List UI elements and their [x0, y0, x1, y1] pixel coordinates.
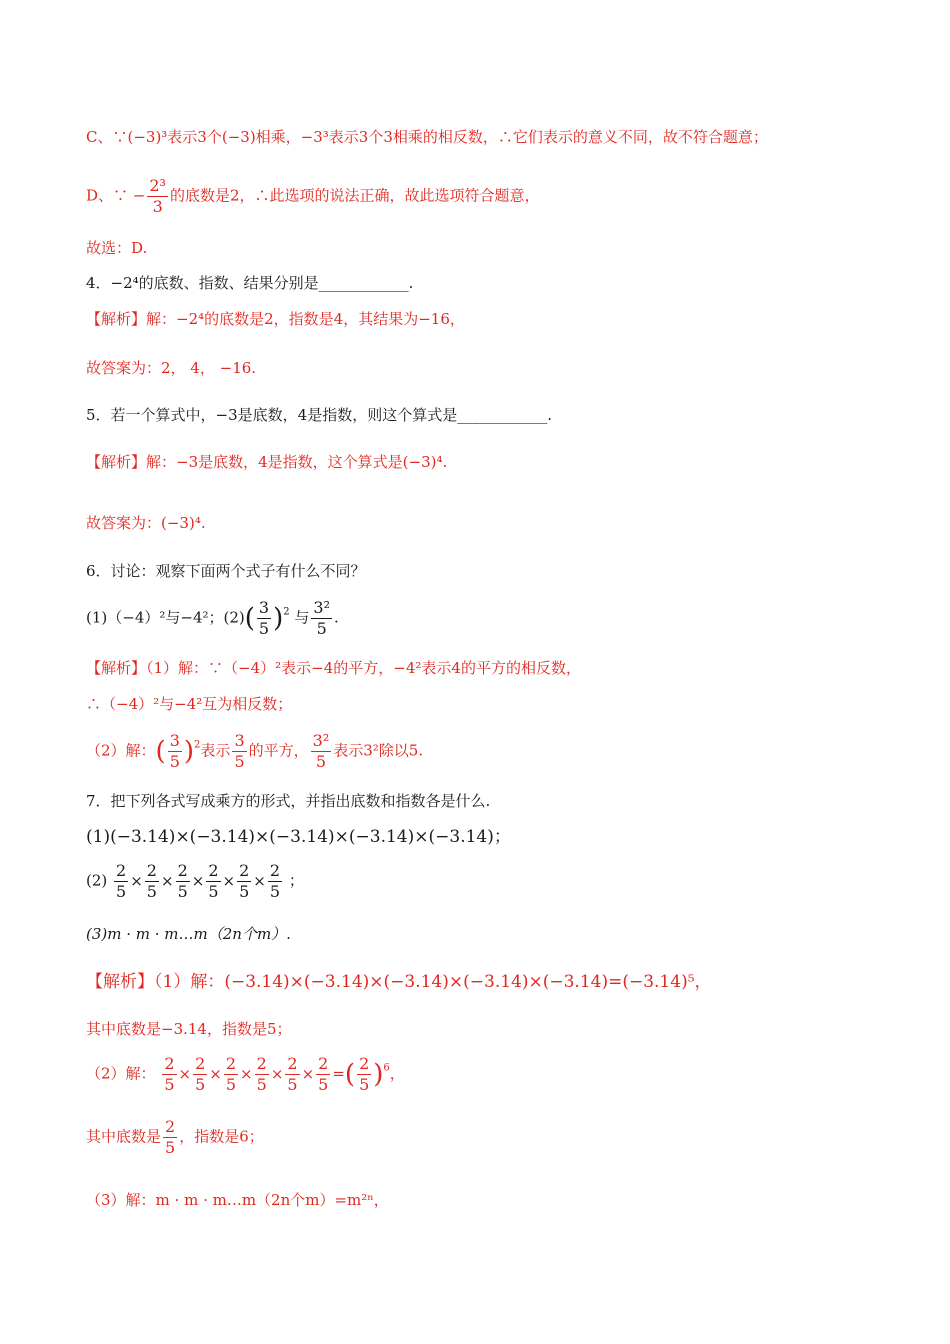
fraction-two-fifths: [163, 1119, 177, 1156]
question-7-part-1: (1)(−3.14)×(−3.14)×(−3.14)×(−3.14)×(−3.14)；: [86, 827, 511, 847]
fraction-numerator: 2: [195, 1054, 206, 1073]
fraction-two-fifths: [114, 863, 128, 900]
analysis-text: ，指数是6；: [179, 1127, 264, 1146]
equals-sign: =: [332, 1064, 345, 1083]
fraction-two-fifths: [176, 863, 190, 900]
fraction-numerator: 2: [165, 1117, 176, 1136]
fraction-denominator: 5: [287, 1075, 298, 1094]
question-7-analysis-1b: 其中底数是−3.14，指数是5；: [86, 1020, 292, 1038]
exponent: 2: [194, 739, 201, 751]
fraction-two-fifths: [316, 1056, 330, 1093]
fraction-numerator: 2: [256, 1054, 267, 1073]
fraction-three-fifths: [232, 733, 246, 770]
exponent: 6: [383, 1062, 390, 1074]
times-sign: ×: [270, 1064, 284, 1083]
fraction-three-fifths: [257, 600, 271, 637]
analysis-text: 表示: [200, 741, 231, 760]
fraction-denominator: 5: [359, 1075, 370, 1094]
question-4-answer: 故答案为：2， 4， −16.: [86, 359, 257, 377]
question-6-items: (1)（−4）²与−4²；(2)( $\frac{3}{5}$ )$^2$ 与 $\frac{\text{3²}}{5}$ .: [86, 598, 339, 638]
fraction-numerator: 2: [225, 1054, 237, 1073]
left-paren: (: [244, 603, 255, 634]
exponent: 2: [283, 606, 290, 618]
times-sign: ×: [240, 1064, 253, 1083]
part-end: ；: [288, 871, 304, 890]
fraction-numerator: 3²: [313, 598, 331, 617]
fraction-numerator: 2: [318, 1054, 329, 1073]
analysis-text: 的平方，: [248, 741, 309, 760]
right-paren: ): [183, 736, 195, 767]
fraction-two-fifths: [193, 1056, 207, 1093]
fraction-denominator: 5: [315, 752, 327, 771]
times-sign: ×: [253, 871, 266, 890]
question-7-analysis-1: 【解析】（1）解：(−3.14)×(−3.14)×(−3.14)×(−3.14)×(−3.14)=(−3.14)⁵，: [86, 972, 712, 992]
fraction-denominator: 5: [234, 752, 245, 771]
fraction-two-fifths: [268, 863, 282, 900]
fraction-two-fifths: [285, 1056, 299, 1093]
fraction-two-fifths: [255, 1056, 269, 1093]
fraction-denominator: 5: [164, 1075, 175, 1094]
fraction-product: [160, 1054, 332, 1094]
fraction-numerator: 3: [258, 598, 270, 617]
fraction-numerator: 3: [234, 731, 245, 750]
question-6-analysis-1: 【解析】（1）解：∵（−4）²表示−4的平方，−4²表示4的平方的相反数，: [86, 659, 581, 677]
fraction-numerator: 2: [146, 861, 157, 880]
times-sign: ×: [222, 871, 236, 890]
fraction-numerator: 2: [359, 1054, 370, 1073]
fraction-numerator: 2: [116, 861, 127, 880]
connector-text: 与: [294, 608, 310, 627]
times-sign: ×: [209, 1064, 222, 1083]
fraction-two-fifths: [162, 1056, 176, 1093]
right-paren: ): [373, 1059, 384, 1090]
analysis-text: 表示3²除以5.: [333, 741, 424, 760]
fraction-denominator: 5: [269, 882, 281, 901]
option-d-fraction: [147, 178, 168, 215]
fraction-two-fifths: [224, 1056, 238, 1093]
fraction-three-squared-fifth: [311, 733, 332, 770]
times-sign: ×: [301, 1064, 315, 1083]
analysis-end: ，: [389, 1064, 405, 1083]
fraction-denominator: 5: [169, 752, 180, 771]
analysis-prefix: （2）解：: [86, 1064, 156, 1083]
option-d-line: [86, 178, 540, 215]
fraction-denominator: 5: [239, 882, 250, 901]
fraction-denominator: 5: [225, 1075, 237, 1094]
question-6: 6．讨论：观察下面两个式子有什么不同？: [86, 562, 366, 580]
fraction-numerator: 3²: [312, 731, 330, 750]
fraction-numerator: 2: [239, 861, 250, 880]
option-c-line: C、∵(−3)³表示3个(−3)相乘，−3³表示3个3相乘的相反数，∴它们表示的意义不同，故不符合题意；: [86, 128, 768, 146]
question-5-answer: 故答案为：(−3)⁴.: [86, 514, 206, 532]
fraction-denominator: 5: [316, 619, 327, 638]
fraction-numerator: 2: [177, 861, 188, 880]
fraction-three-squared-fifth: [311, 600, 332, 637]
question-5-analysis: 【解析】解：−3是底数，4是指数，这个算式是(−3)⁴.: [86, 453, 448, 471]
fraction-three-fifths: [168, 733, 182, 770]
question-6-analysis-3: [86, 733, 423, 770]
option-d-suffix: 的底数是2，∴此选项的说法正确，故此选项符合题意，: [169, 186, 540, 205]
fraction-denominator: 5: [256, 1075, 267, 1094]
left-paren: (: [155, 736, 166, 767]
question-6-analysis-2: ∴（−4）²与−4²互为相反数；: [86, 695, 293, 713]
right-paren: ): [273, 603, 284, 634]
question-7-analysis-2b: [86, 1119, 264, 1156]
left-paren: (: [344, 1059, 356, 1090]
fraction-numerator: 3: [169, 731, 180, 750]
option-d-prefix: D、∵ −: [86, 186, 146, 205]
part-label: (2): [86, 871, 108, 890]
times-sign: ×: [191, 871, 205, 890]
fraction-numerator: 2: [287, 1054, 298, 1073]
fraction-numerator: 2: [269, 861, 281, 880]
analysis-prefix: （2）解：: [86, 741, 156, 760]
fraction-denominator: 5: [146, 882, 157, 901]
fraction-two-fifths: [357, 1056, 371, 1093]
fraction-denominator: 3: [152, 197, 163, 216]
fraction-two-fifths: [145, 863, 159, 900]
question-7: 7．把下列各式写成乘方的形式，并指出底数和指数各是什么.: [86, 792, 491, 810]
times-sign: ×: [160, 871, 174, 890]
fraction-denominator: 5: [318, 1075, 329, 1094]
question-7-analysis-2: [86, 1056, 405, 1093]
fraction-two-fifths: [237, 863, 251, 900]
question-5: 5．若一个算式中，−3是底数，4是指数，则这个算式是____________.: [86, 406, 552, 424]
fraction-two-fifths: [206, 863, 220, 900]
fraction-denominator: 5: [195, 1075, 206, 1094]
times-sign: ×: [178, 1064, 192, 1083]
fraction-denominator: 5: [165, 1138, 176, 1157]
question-4: 4．−2⁴的底数、指数、结果分别是____________.: [86, 274, 414, 292]
fraction-denominator: 5: [177, 882, 188, 901]
question-6-item-1: (1)（−4）²与−4²；(2): [86, 608, 245, 627]
fraction-product: [112, 861, 284, 901]
fraction-denominator: 5: [258, 619, 270, 638]
question-7-part-2: [86, 863, 304, 900]
question-7-analysis-3: （3）解：m · m · m…m（2n个m）=m²ⁿ，: [86, 1191, 389, 1209]
choose-answer: 故选：D.: [86, 239, 148, 257]
fraction-numerator: 2³: [149, 176, 166, 195]
question-7-part-3: (3)m · m · m…m（2n个m）.: [86, 925, 291, 943]
fraction-numerator: 2: [164, 1054, 175, 1073]
analysis-text: 其中底数是: [86, 1127, 162, 1146]
fraction-numerator: 2: [208, 861, 219, 880]
times-sign: ×: [130, 871, 143, 890]
question-4-analysis: 【解析】解：−2⁴的底数是2，指数是4，其结果为−16，: [86, 310, 465, 328]
fraction-denominator: 5: [116, 882, 127, 901]
fraction-denominator: 5: [208, 882, 219, 901]
